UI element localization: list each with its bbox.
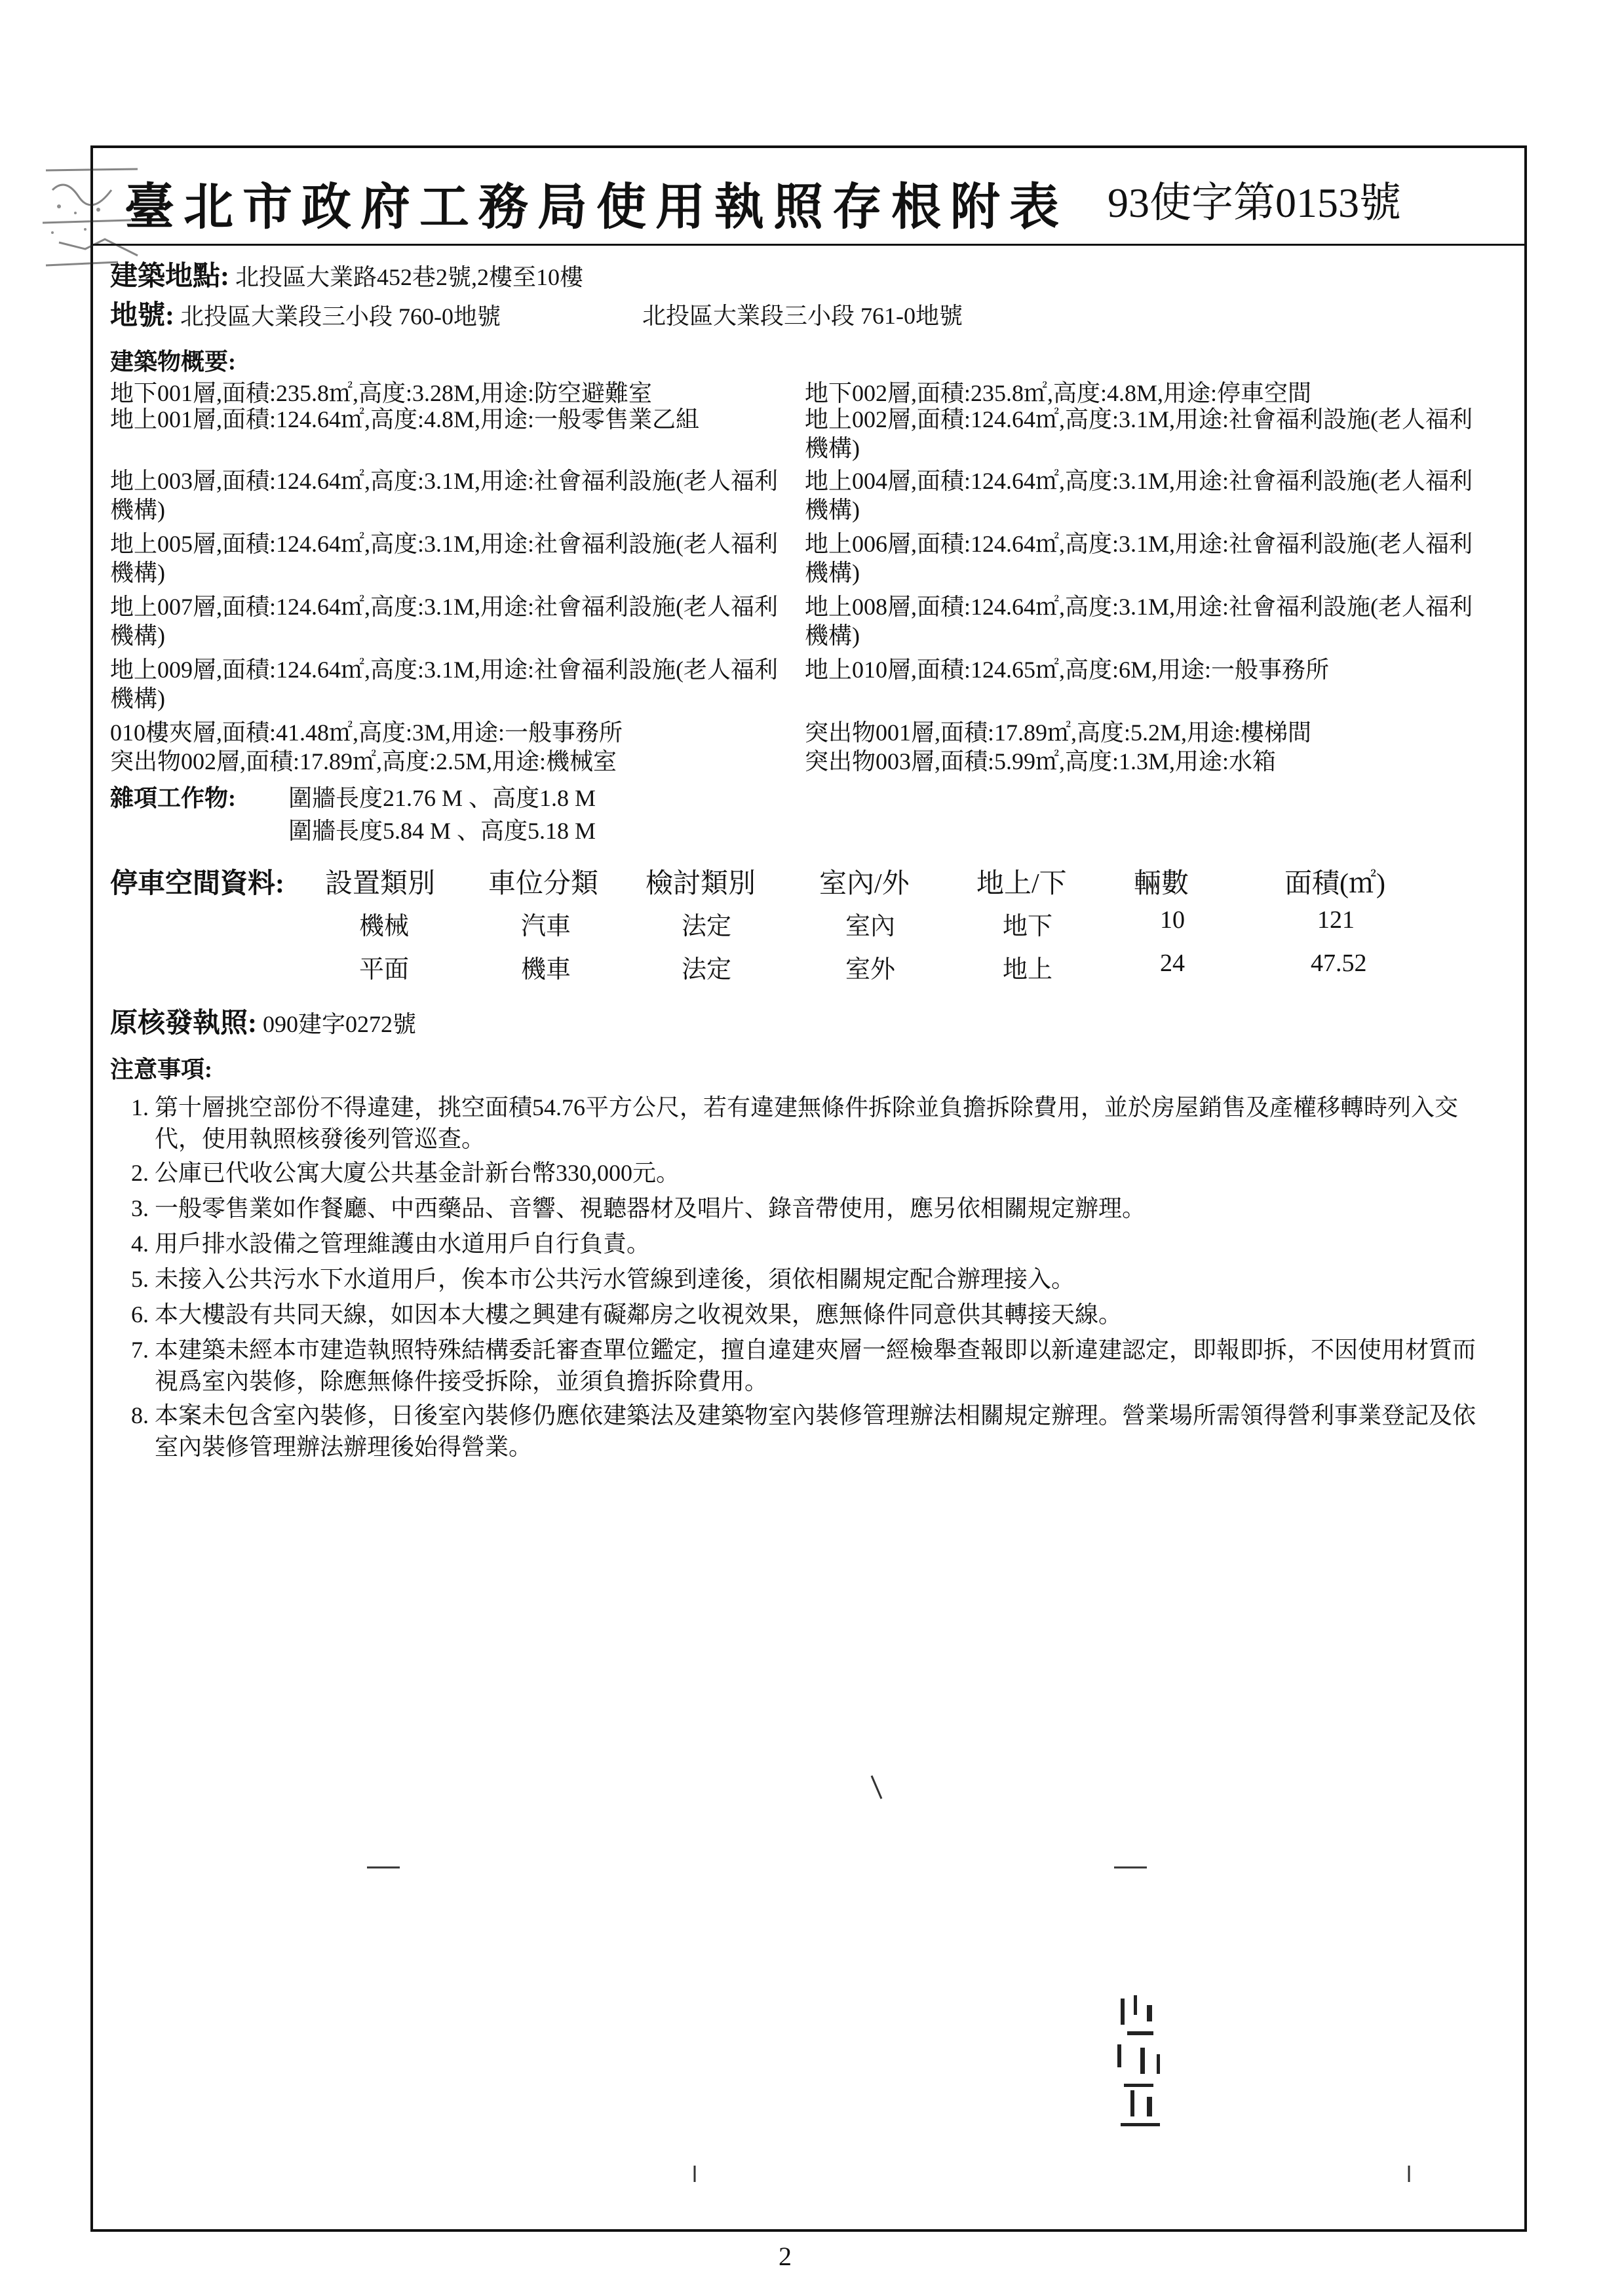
parking-cell: 汽車 (521, 913, 571, 940)
note-item (131, 1334, 1494, 1397)
note-text: 本建築未經本市建造執照特殊結構委託審查單位鑑定，擅自違建夾層一經檢舉查報即以新違建認定，即報即拆，不因使用材質而視爲室內裝修，除應無條件接受拆除，並須負擔拆除費用。 (155, 1337, 1476, 1394)
overview-label: 建築物概要: (110, 349, 236, 375)
note-item (131, 1157, 1494, 1189)
parking-cell: 法定 (682, 913, 732, 940)
misc-works-item-1: 圍牆長度21.76 M 、高度1.8 M (288, 785, 596, 811)
note-number: 5. (131, 1266, 149, 1292)
overview-row-5-left: 地上007層,面積:124.64㎡,高度:3.1M,用途:社會福利設施(老人福利機構) (110, 594, 779, 649)
overview-row-3-left: 地上003層,面積:124.64㎡,高度:3.1M,用途:社會福利設施(老人福利機構) (110, 468, 779, 523)
overview-row-2-left: 地上001層,面積:124.64㎡,高度:4.8M,用途:一般零售業乙組 (110, 406, 700, 432)
original-permit-label: 原核發執照: (110, 1008, 257, 1039)
overview-row-2-right: 地上002層,面積:124.64㎡,高度:3.1M,用途:社會福利設施(老人福利機構) (805, 406, 1473, 461)
note-text: 本大樓設有共同天線，如因本大樓之興建有礙鄰房之收視效果，應無條件同意供其轉接天線。 (155, 1301, 1123, 1328)
land-value-1: 北投區大業段三小段 760-0地號 (180, 303, 501, 330)
overview-row-1-right: 地下002層,面積:235.8㎡,高度:4.8M,用途:停車空間 (805, 380, 1312, 406)
overview-row-6-left: 地上009層,面積:124.64㎡,高度:3.1M,用途:社會福利設施(老人福利機構) (110, 657, 779, 712)
land-label: 地號: (110, 301, 174, 331)
notes-label: 注意事項: (110, 1056, 212, 1082)
note-text: 一般零售業如作餐廳、中西藥品、音響、視聽器材及唱片、錄音帶使用，應另依相關規定辦理。 (155, 1195, 1146, 1221)
parking-cell: 47.52 (1311, 949, 1367, 977)
parking-header-count: 輛數 (1134, 869, 1189, 899)
parking-cell: 機車 (521, 956, 571, 984)
page-number: 2 (779, 2242, 792, 2271)
parking-cell: 法定 (682, 956, 732, 984)
parking-cell: 室內 (845, 913, 896, 940)
parking-cell: 地下 (1003, 913, 1053, 940)
parking-cell: 10 (1160, 906, 1185, 934)
permit-number: 93使字第0153號 (1108, 180, 1401, 226)
overview-row-5-right: 地上008層,面積:124.64㎡,高度:3.1M,用途:社會福利設施(老人福利機構) (805, 594, 1473, 649)
note-number: 1. (131, 1094, 149, 1120)
original-permit-row (110, 1009, 416, 1039)
location-row (110, 262, 583, 292)
document-title: 臺北市政府工務局使用執照存根附表 (125, 180, 1068, 235)
note-item (131, 1263, 1494, 1295)
location-value: 北投區大業路452巷2號,2樓至10樓 (235, 264, 584, 290)
overview-row-3-right: 地上004層,面積:124.64㎡,高度:3.1M,用途:社會福利設施(老人福利機構) (805, 468, 1473, 523)
note-text: 未接入公共污水下水道用戶，俟本市公共污水管線到達後，須依相關規定配合辦理接入。 (155, 1266, 1075, 1292)
title-divider (90, 244, 1527, 246)
note-number: 4. (131, 1231, 149, 1257)
note-item (131, 1228, 1494, 1259)
note-text: 本案未包含室內裝修，日後室內裝修仍應依建築法及建築物室內裝修管理辦法相關規定辦理。營業場所需領得營利事業登記及依室內裝修管理辦法辦理後始得營業。 (155, 1402, 1476, 1460)
overview-row-7-right: 突出物001層,面積:17.89㎡,高度:5.2M,用途:樓梯間 (805, 719, 1312, 746)
note-item (131, 1400, 1494, 1463)
parking-cell: 室外 (845, 956, 896, 984)
parking-cell: 地上 (1003, 956, 1053, 984)
parking-header-review-class: 檢討類別 (646, 869, 756, 899)
parking-cell: 24 (1160, 949, 1185, 977)
note-item (131, 1092, 1494, 1155)
scan-dashes (367, 1861, 1153, 1881)
note-number: 6. (131, 1301, 149, 1328)
overview-row-4-right: 地上006層,面積:124.64㎡,高度:3.1M,用途:社會福利設施(老人福利機構) (805, 531, 1473, 586)
note-item (131, 1299, 1494, 1330)
original-permit-value: 090建字0272號 (263, 1011, 417, 1037)
scan-mark (852, 1769, 904, 1822)
land-row (110, 301, 501, 331)
overview-row-6-right: 地上010層,面積:124.65㎡,高度:6M,用途:一般事務所 (805, 657, 1330, 683)
overview-row-8-right: 突出物003層,面積:5.99㎡,高度:1.3M,用途:水箱 (805, 748, 1277, 775)
note-number: 8. (131, 1402, 149, 1428)
overview-row-7-left: 010樓夾層,面積:41.48㎡,高度:3M,用途:一般事務所 (110, 719, 623, 746)
parking-header-indoor-outdoor: 室內/外 (819, 869, 910, 899)
note-text: 第十層挑空部份不得違建，挑空面積54.76平方公尺，若有違建無條件拆除並負擔拆除費用，並於房屋銷售及產權移轉時列入交代，使用執照核發後列管巡查。 (155, 1094, 1459, 1152)
note-number: 2. (131, 1160, 149, 1186)
note-number: 7. (131, 1337, 149, 1363)
note-text: 用戶排水設備之管理維護由水道用戶自行負責。 (155, 1231, 651, 1257)
parking-cell: 121 (1317, 906, 1355, 934)
parking-header-space-class: 車位分類 (488, 869, 599, 899)
note-number: 3. (131, 1195, 149, 1221)
parking-cell: 機械 (359, 913, 410, 940)
overview-row-4-left: 地上005層,面積:124.64㎡,高度:3.1M,用途:社會福利設施(老人福利機構) (110, 531, 779, 586)
parking-label: 停車空間資料: (110, 869, 284, 899)
location-label: 建築地點: (110, 261, 229, 292)
parking-header-above-below: 地上/下 (976, 869, 1067, 899)
overview-row-1-left: 地下001層,面積:235.8㎡,高度:3.28M,用途:防空避難室 (110, 380, 653, 406)
signature-scribble-mark (1108, 1992, 1180, 2143)
parking-header-setting-type: 設置類別 (325, 869, 436, 899)
parking-cell: 平面 (359, 956, 410, 984)
note-text: 公庫已代收公寓大廈公共基金計新台幣330,000元。 (155, 1160, 680, 1186)
overview-row-8-left: 突出物002層,面積:17.89㎡,高度:2.5M,用途:機械室 (110, 748, 617, 775)
misc-works-label: 雜項工作物: (110, 785, 236, 811)
parking-header-area: 面積(㎡) (1284, 869, 1385, 899)
scan-ticks (688, 2162, 1442, 2195)
misc-works-item-2: 圍牆長度5.84 M 、高度5.18 M (288, 818, 596, 844)
land-value-2: 北投區大業段三小段 761-0地號 (642, 303, 963, 329)
note-item (131, 1193, 1494, 1224)
